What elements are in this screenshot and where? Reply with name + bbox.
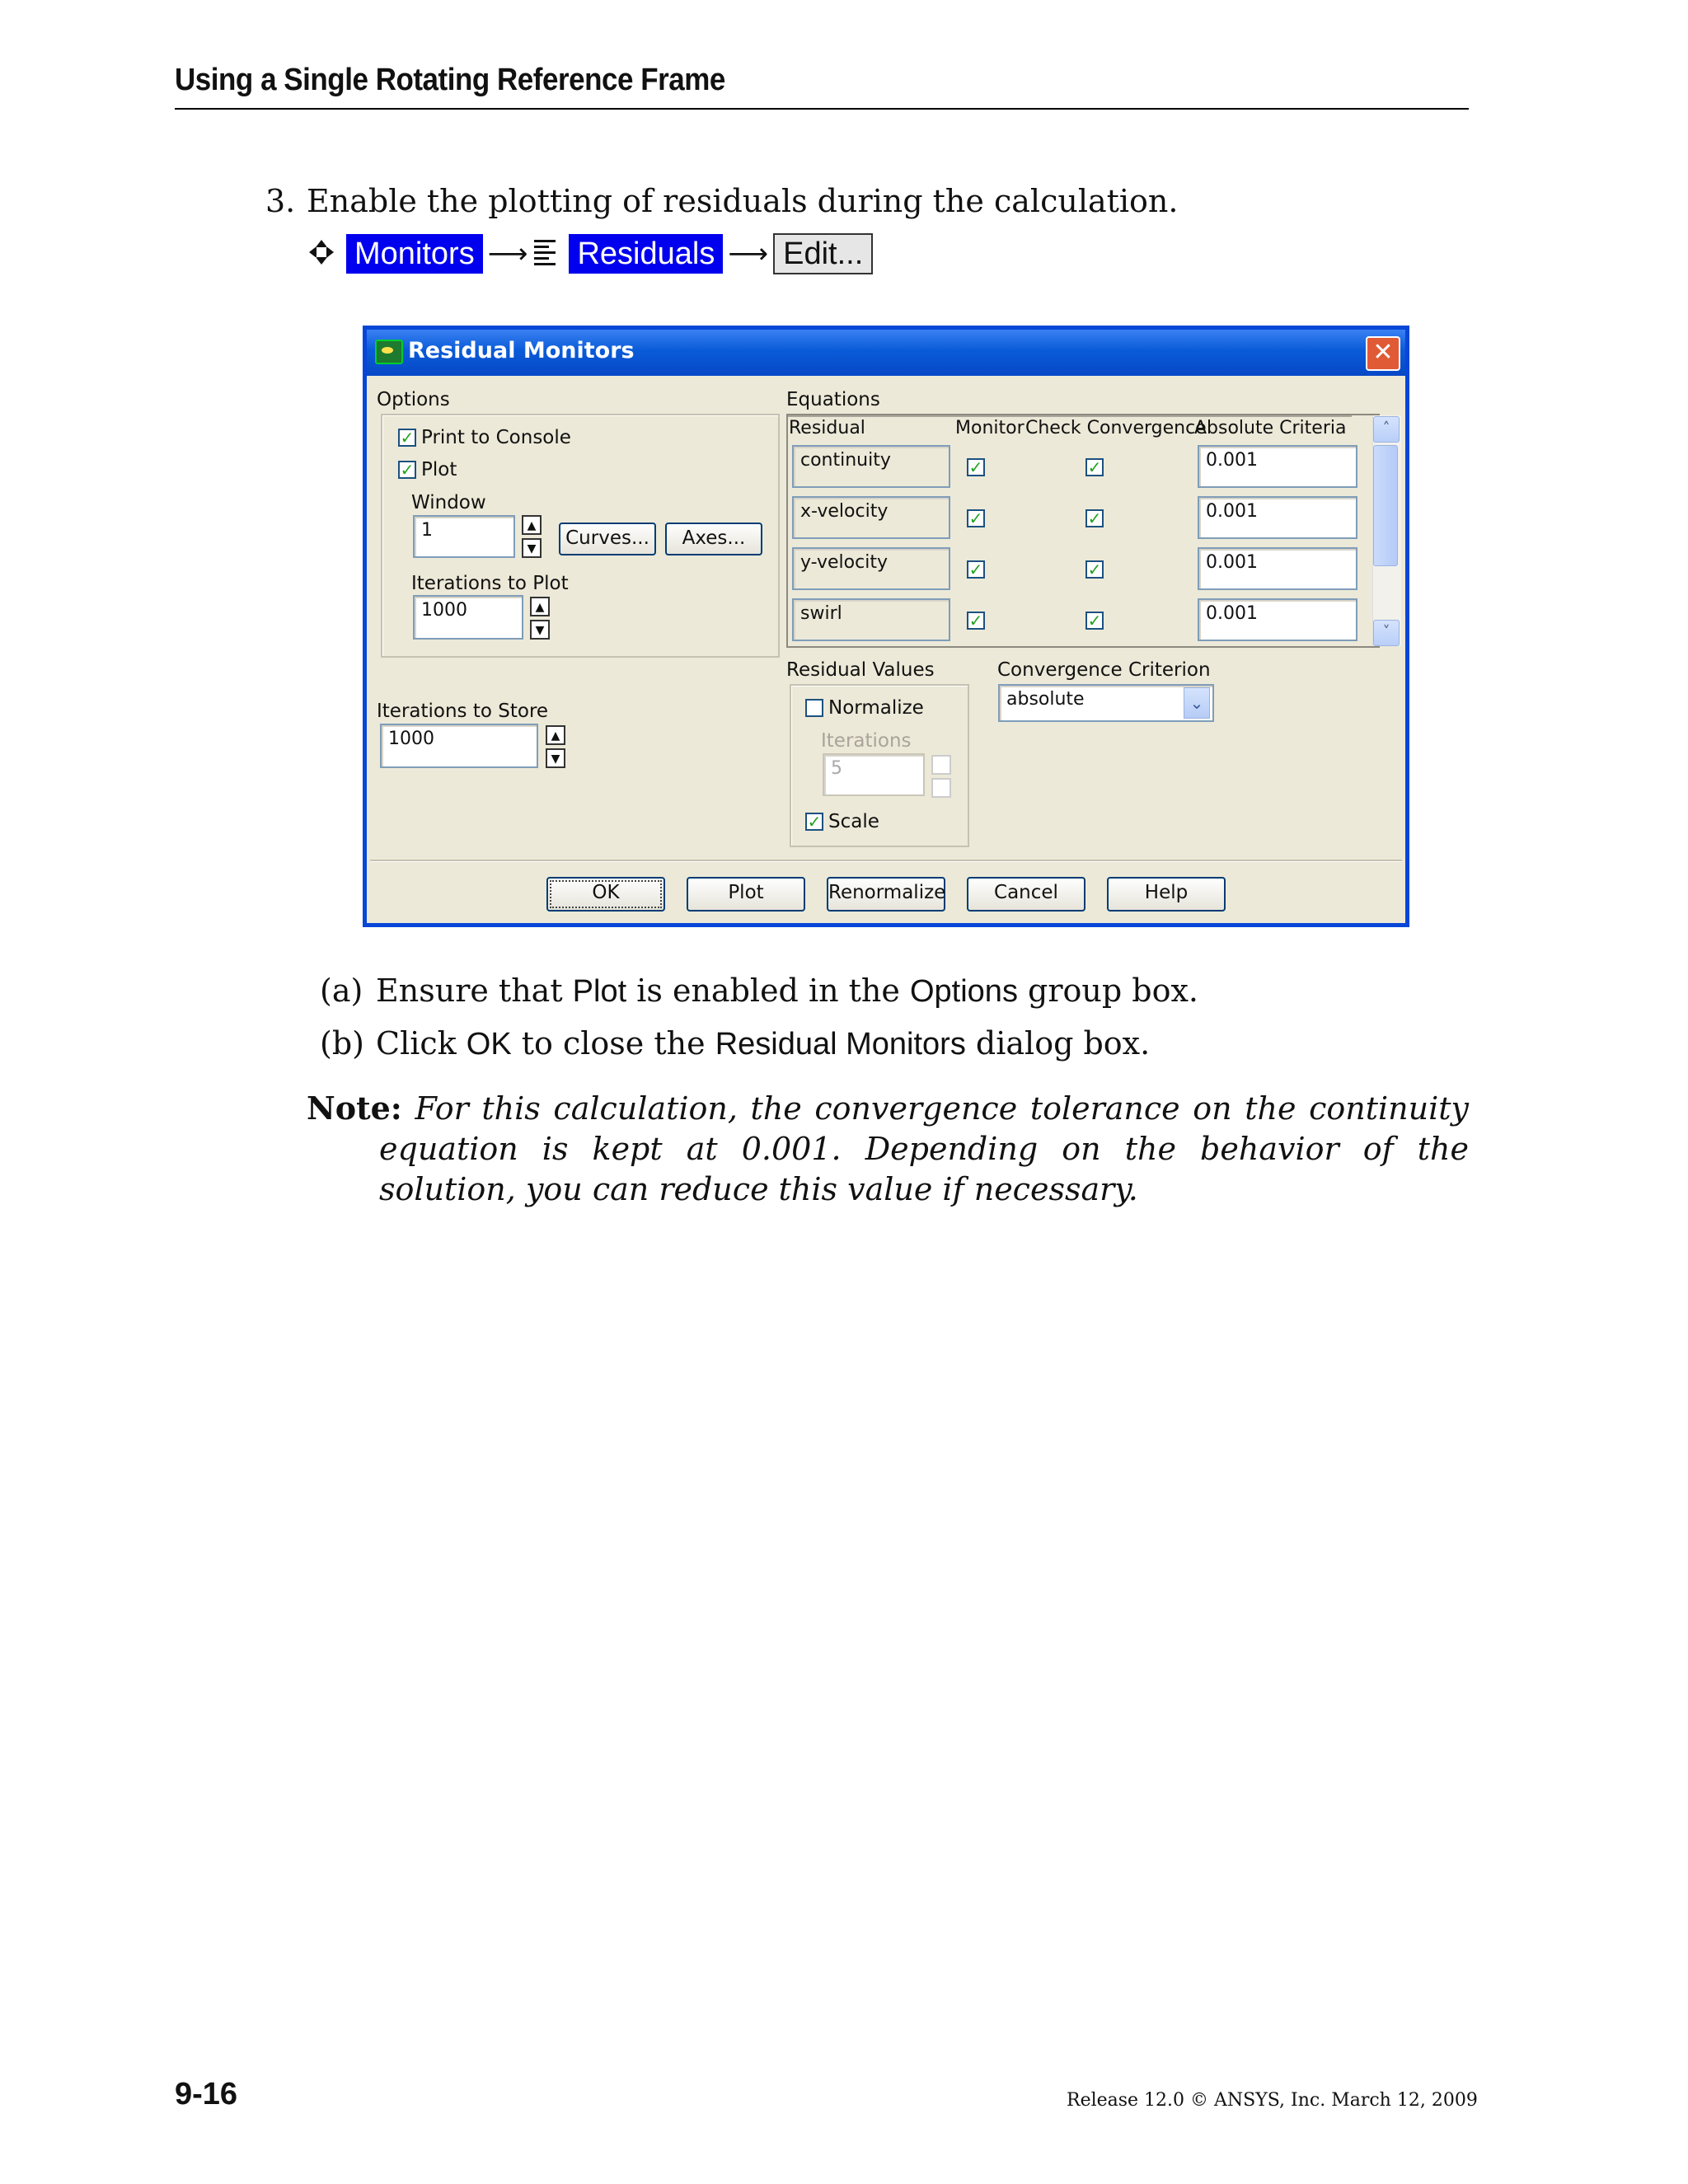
substep-b-pre: Click [376, 1025, 467, 1062]
substep-b-post: dialog box. [965, 1025, 1151, 1062]
ok-button[interactable]: OK [546, 877, 665, 912]
nav-monitors[interactable]: Monitors [346, 234, 483, 274]
scale-checkbox[interactable]: ✓ [805, 813, 823, 831]
normalize-iterations-input: 5 [823, 753, 925, 796]
iterations-label: Iterations [821, 730, 912, 752]
tree-node-icon [307, 237, 340, 270]
convergence-criterion-label: Convergence Criterion [997, 659, 1211, 681]
page-number: 9-16 [175, 2077, 238, 2111]
window-input[interactable]: 1 [413, 515, 515, 558]
iterations-to-store-spinner[interactable] [546, 725, 567, 770]
step-number: 3. [265, 183, 296, 219]
normalize-checkbox[interactable] [805, 699, 823, 717]
iterations-to-plot-label: Iterations to Plot [411, 573, 569, 594]
running-header: Using a Single Rotating Reference Frame [175, 63, 725, 97]
list-icon [532, 238, 562, 269]
scroll-up-icon[interactable]: ˄ [1373, 416, 1400, 443]
normalize-iterations-spinner [931, 755, 953, 799]
window-spinner[interactable] [522, 515, 543, 560]
iterations-to-plot-spinner[interactable] [530, 597, 551, 641]
nav-arrow-1: ⟶ [487, 237, 528, 270]
spin-down-icon[interactable]: ▼ [530, 620, 550, 640]
options-label: Options [377, 389, 450, 410]
cancel-button[interactable]: Cancel [967, 877, 1085, 912]
residual-name-continuity: continuity [792, 445, 950, 488]
spin-down-icon [931, 778, 951, 798]
col-absolute-criteria: Absolute Criteria [1194, 418, 1347, 438]
header-rule [175, 108, 1469, 110]
substep-b [376, 1025, 1150, 1062]
substep-b-marker: (b) [320, 1025, 364, 1062]
substep-a [376, 972, 1198, 1010]
criteria-input-swirl[interactable]: 0.001 [1198, 598, 1357, 641]
axes-button[interactable]: Axes... [665, 523, 762, 555]
nav-edit-button[interactable]: Edit... [773, 233, 873, 274]
curves-button[interactable]: Curves... [559, 523, 656, 555]
plot-checkbox[interactable]: ✓ [398, 461, 416, 479]
iterations-to-store-label: Iterations to Store [377, 701, 549, 722]
substep-a-marker: (a) [320, 972, 363, 1009]
print-to-console-checkbox[interactable]: ✓ [398, 429, 416, 447]
spin-up-icon[interactable]: ▲ [522, 515, 542, 535]
nav-residuals[interactable]: Residuals [569, 234, 723, 274]
help-button[interactable]: Help [1107, 877, 1226, 912]
residual-name-y-velocity: y-velocity [792, 547, 950, 590]
spin-up-icon[interactable]: ▲ [546, 725, 565, 745]
spin-up-icon[interactable]: ▲ [530, 597, 550, 616]
convergence-checkbox-swirl[interactable]: ✓ [1085, 612, 1104, 630]
note-text: For this calculation, the convergence tolerance on the continuity equation is kept at 0.001. Depending on the behavior of the solution, you can reduce this value if necessary. [379, 1090, 1469, 1207]
residual-values-label: Residual Values [786, 659, 935, 681]
normalize-label: Normalize [828, 697, 924, 719]
close-icon[interactable]: ✕ [1366, 336, 1400, 371]
dialog-titlebar [367, 330, 1405, 376]
plot-label: Plot [421, 459, 457, 480]
monitor-checkbox-y-velocity[interactable]: ✓ [967, 560, 985, 579]
nav-arrow-2: ⟶ [728, 237, 769, 270]
substep-a-mid: is enabled in the [626, 972, 910, 1009]
criteria-input-continuity[interactable]: 0.001 [1198, 445, 1357, 488]
col-check-convergence: Check Convergence [1025, 418, 1207, 438]
scroll-thumb[interactable] [1373, 445, 1398, 566]
residual-name-swirl: swirl [792, 598, 950, 641]
scroll-down-icon[interactable]: ˅ [1373, 620, 1400, 646]
criteria-input-x-velocity[interactable]: 0.001 [1198, 496, 1357, 539]
dialog-title: Residual Monitors [408, 338, 635, 363]
iterations-to-store-input[interactable]: 1000 [380, 724, 538, 768]
step-text: Enable the plotting of residuals during the calculation. [307, 183, 1179, 219]
substep-b-term1: OK [466, 1027, 512, 1062]
substep-a-pre: Ensure that [376, 972, 573, 1009]
dialog-separator [370, 860, 1402, 862]
residual-name-x-velocity: x-velocity [792, 496, 950, 539]
substep-a-term1: Plot [572, 974, 627, 1009]
residual-monitors-dialog [363, 326, 1409, 927]
monitor-checkbox-x-velocity[interactable]: ✓ [967, 509, 985, 527]
monitor-checkbox-swirl[interactable]: ✓ [967, 612, 985, 630]
app-icon [375, 340, 403, 364]
iterations-to-plot-input[interactable]: 1000 [413, 595, 523, 640]
note-label: Note: [307, 1090, 402, 1127]
chevron-down-icon[interactable]: ⌄ [1184, 687, 1210, 719]
convergence-checkbox-y-velocity[interactable]: ✓ [1085, 560, 1104, 579]
spin-up-icon [931, 755, 951, 775]
convergence-criterion-select[interactable]: absolute [998, 684, 1214, 722]
renormalize-button[interactable]: Renormalize [827, 877, 945, 912]
equations-top-line [788, 415, 1352, 417]
nav-path [307, 232, 873, 275]
substep-a-term2: Options [909, 974, 1018, 1009]
convergence-checkbox-x-velocity[interactable]: ✓ [1085, 509, 1104, 527]
note-block [307, 1088, 1469, 1210]
equations-label: Equations [786, 389, 880, 410]
monitor-checkbox-continuity[interactable]: ✓ [967, 458, 985, 476]
criteria-input-y-velocity[interactable]: 0.001 [1198, 547, 1357, 590]
spin-down-icon[interactable]: ▼ [522, 538, 542, 558]
scale-label: Scale [828, 811, 879, 832]
convergence-checkbox-continuity[interactable]: ✓ [1085, 458, 1104, 476]
substep-b-mid: to close the [511, 1025, 715, 1062]
spin-down-icon[interactable]: ▼ [546, 748, 565, 768]
col-residual: Residual [789, 418, 865, 438]
substep-b-term2: Residual Monitors [715, 1027, 966, 1062]
col-monitor: Monitor [955, 418, 1025, 438]
release-info: Release 12.0 © ANSYS, Inc. March 12, 2009 [1067, 2090, 1478, 2111]
substep-a-post: group box. [1017, 972, 1198, 1009]
window-label: Window [411, 492, 486, 513]
print-to-console-label: Print to Console [421, 427, 571, 448]
plot-button[interactable]: Plot [687, 877, 805, 912]
